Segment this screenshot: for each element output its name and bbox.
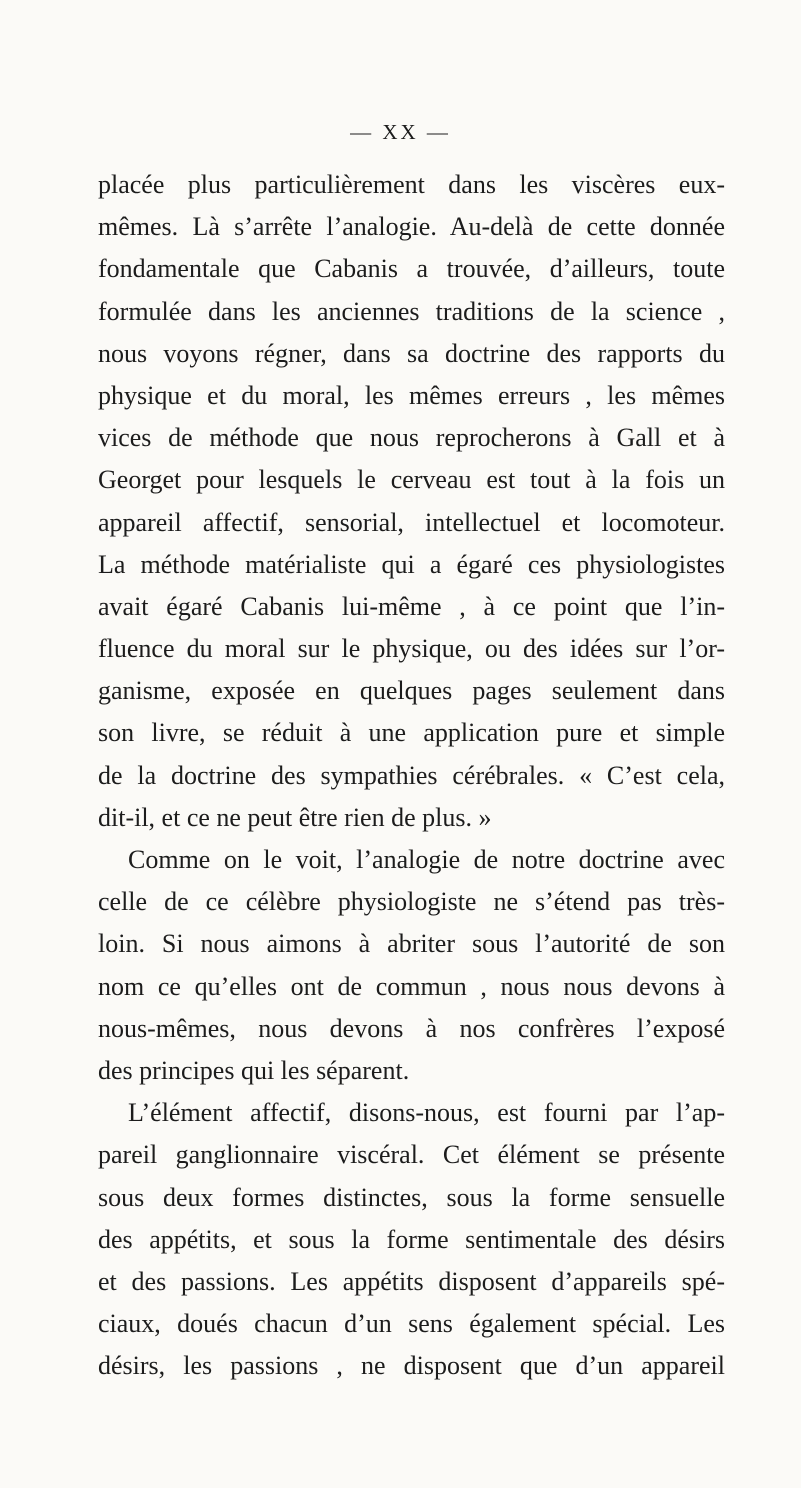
text-line: pareil ganglionnaire viscéral. Cet élément se présente xyxy=(98,1140,725,1170)
text-line: mêmes. Là s’arrête l’analogie. Au-delà de cette donnée xyxy=(98,212,725,242)
text-line: ganisme, exposée en quelques pages seulement dans xyxy=(98,676,725,706)
text-line: Comme on le voit, l’analogie de notre doctrine avec xyxy=(128,845,725,874)
text-line: vices de méthode que nous reprocherons à Gall et à xyxy=(98,423,725,453)
text-line: loin. Si nous aimons à abriter sous l’autorité de son xyxy=(98,929,725,959)
text-line: formulée dans les anciennes traditions de la science , xyxy=(98,296,725,326)
text-line: des principes qui les séparent. xyxy=(98,1055,410,1085)
text-line: nous voyons régner, dans sa doctrine des rapports du xyxy=(98,338,725,368)
text-line: et des passions. Les appétits disposent d’appareils spé- xyxy=(98,1266,725,1296)
text-line: La méthode matérialiste qui a égaré ces physiologistes xyxy=(98,549,725,579)
text-line: de la doctrine des sympathies cérébrales. « C’est cela, xyxy=(98,760,725,790)
text-line: sous deux formes distinctes, sous la forme sensuelle xyxy=(98,1182,725,1212)
text-line: nom ce qu’elles ont de commun , nous nous devons à xyxy=(98,971,725,1001)
page-number-header: — XX — xyxy=(350,120,451,144)
body-text xyxy=(98,164,725,1387)
text-line: Georget pour lesquels le cerveau est tout à la fois un xyxy=(98,465,725,495)
text-line: placée plus particulièrement dans les viscères eux- xyxy=(98,170,725,199)
text-line: nous-mêmes, nous devons à nos confrères l’exposé xyxy=(98,1013,725,1043)
text-line: L’élément affectif, disons-nous, est fourni par l’ap- xyxy=(128,1098,725,1128)
text-line: appareil affectif, sensorial, intellectuel et locomoteur. xyxy=(98,507,725,537)
text-line: ciaux, doués chacun d’un sens également spécial. Les xyxy=(98,1309,725,1339)
text-line: des appétits, et sous la forme sentimentale des désirs xyxy=(98,1224,725,1254)
text-line: dit-il, et ce ne peut être rien de plus. » xyxy=(98,802,492,832)
text-line: fondamentale que Cabanis a trouvée, d’ailleurs, toute xyxy=(98,254,725,284)
text-line: avait égaré Cabanis lui-même , à ce point que l’in- xyxy=(98,591,725,621)
text-line: désirs, les passions , ne disposent que d’un appareil xyxy=(98,1351,725,1381)
text-line: physique et du moral, les mêmes erreurs , les mêmes xyxy=(98,380,725,410)
text-line: celle de ce célèbre physiologiste ne s’étend pas très- xyxy=(98,887,725,917)
text-line: son livre, se réduit à une application pure et simple xyxy=(98,718,725,748)
text-line: fluence du moral sur le physique, ou des idées sur l’or- xyxy=(98,634,725,664)
